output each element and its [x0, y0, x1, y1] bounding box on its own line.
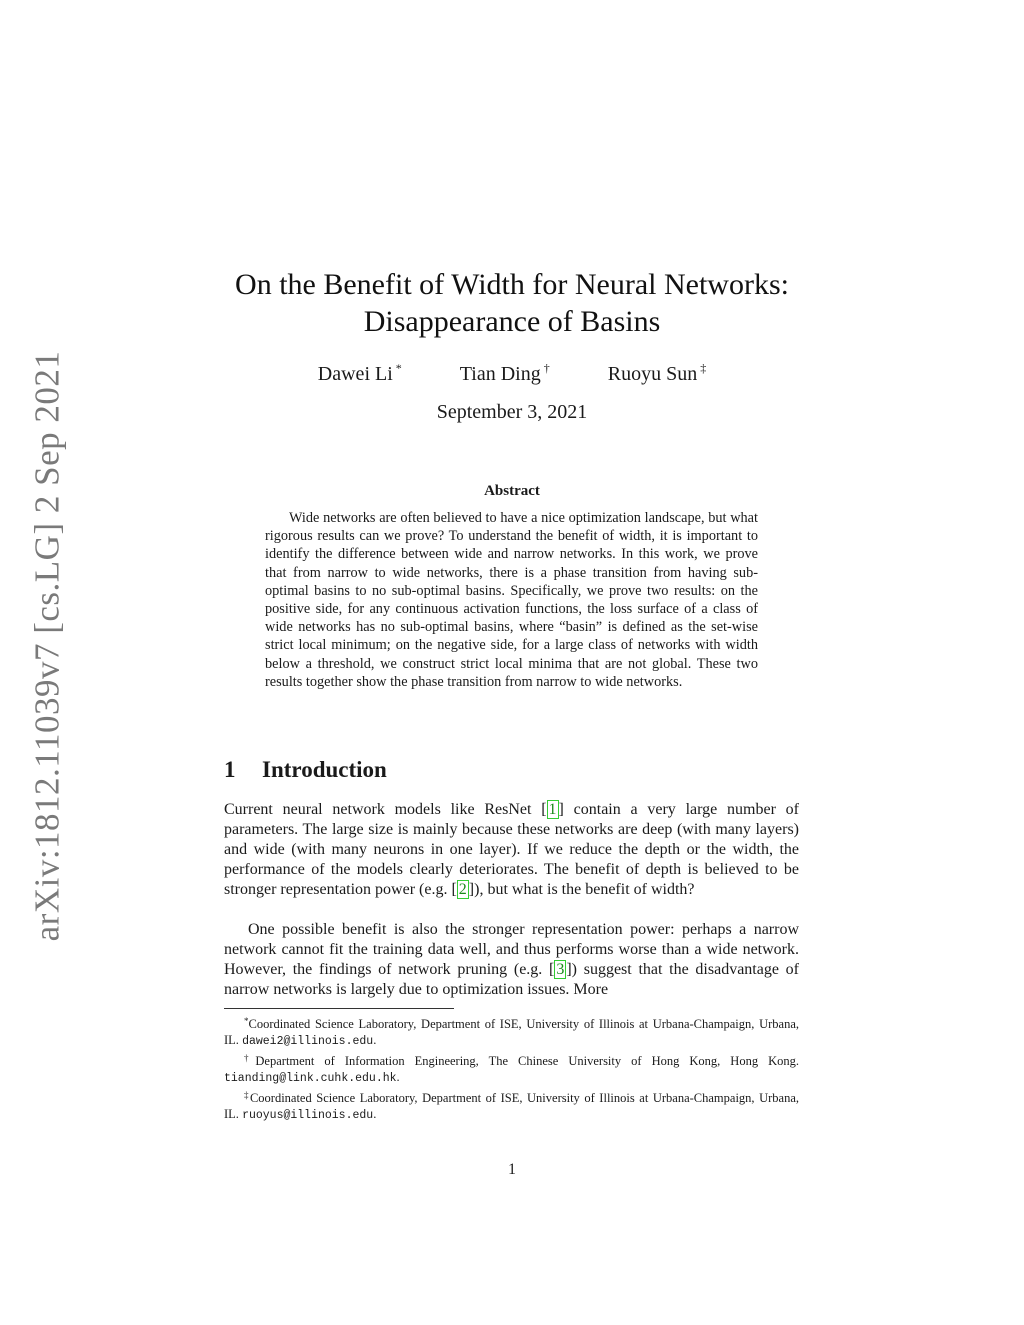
publication-date: September 3, 2021	[436, 401, 588, 423]
section-number: 1	[224, 757, 236, 782]
email-link[interactable]: tianding@link.cuhk.edu.hk	[224, 1072, 397, 1085]
author-name: Dawei Li	[317, 363, 393, 385]
author	[608, 361, 706, 386]
arxiv-id: arXiv:1812.11039v7 [cs.LG] 2 Sep 2021	[27, 350, 66, 942]
text-run: contain a very large number of parameters. The large size is mainly because these networks are deep (with many layers) and wide (with many neurons in one layer). If we reduce the depth or the width, the performance of the models clearly deteriorates. The benefit of depth is believed to be stronger representation power (e.g.	[224, 801, 800, 898]
footnote-mark: †	[244, 1053, 256, 1063]
footnote-end: .	[373, 1033, 377, 1047]
author-mark: ‡	[700, 361, 707, 375]
intro-paragraph-1: Current neural network models like ResNet [ 1 ] contain a very large number of parameters. The large size is mainly because these networks are deep (with many layers) and wide (with many neurons in one layer). If we reduce the depth or the width, the performance of the models clearly deteriorates. The benefit of depth is believed to be stronger representation power (e.g. [ 2 ]), but what is the benefit of width?	[224, 801, 800, 898]
citation-link[interactable]: 1	[548, 801, 557, 818]
citation-link[interactable]: 3	[556, 961, 565, 978]
section-title: Introduction	[262, 757, 387, 782]
footnote-text: Department of Information Engineering, The Chinese University of Hong Kong, Hong Kong.	[255, 1054, 800, 1068]
section-heading	[224, 757, 387, 783]
paper-title	[200, 266, 824, 340]
author	[460, 361, 550, 386]
author-list	[200, 361, 824, 386]
email-link[interactable]: dawei2@illinois.edu	[242, 1035, 374, 1048]
author-name: Ruoyu Sun	[607, 363, 698, 385]
footnote-text: Coordinated Science Laboratory, Department of ISE, University of Illinois at Urbana-Champaign, Urbana, IL.	[224, 1017, 799, 1047]
intro-paragraph-2: One possible benefit is also the stronger representation power: perhaps a narrow network cannot fit the training data well, and thus performs worse than a wide network. However, the findings of network pruning (e.g. [ 3 ]) suggest that the disadvantage of narrow networks is largely due to optimization issues. More	[224, 921, 800, 998]
text-run: ) suggest that the disadvantage of narrow networks is largely due to optimization issues. More	[224, 961, 800, 998]
footnote-rule	[224, 1008, 454, 1009]
author-name: Tian Ding	[459, 363, 541, 385]
footnote-end: .	[373, 1107, 377, 1121]
arxiv-stamp	[26, 350, 68, 942]
page-number: 1	[508, 1161, 516, 1178]
author-mark: †	[543, 361, 550, 375]
abstract-body: Wide networks are often believed to have a nice optimization landscape, but what rigorous results can we prove? To understand the benefit of width, it is important to identify the difference between wide and narrow networks. In this work, we prove that from narrow to wide networks, there is a phase transition from having sub-optimal basins to no sub-optimal basins. Specifically, we prove two results: on the positive side, for any continuous activation functions, the loss surface of a class of wide networks has no sub-optimal basins, where “basin” is defined as the set-wise strict local minimum; on the negative side, for a large class of networks with width below a threshold, we construct strict local minima that are not global. These two results together show the phase transition from narrow to wide networks.	[265, 510, 758, 690]
text-run: Current neural network models like ResNet	[224, 801, 542, 818]
author	[318, 361, 402, 386]
footnotes	[224, 1013, 799, 1124]
footnote-mark: ‡	[244, 1090, 250, 1100]
abstract-heading: Abstract	[484, 483, 540, 499]
footnote	[224, 1050, 799, 1087]
title-line-2: Disappearance of Basins	[363, 305, 661, 338]
footnote-mark: *	[244, 1016, 249, 1026]
text-run: One possible benefit is also the stronger representation power: perhaps a narrow network cannot fit the training data well, and thus performs worse than a wide network. However, the findings of network pruning (e.g.	[224, 921, 799, 978]
text-run: ), but what is the benefit of width?	[474, 881, 695, 898]
footnote	[224, 1087, 799, 1124]
footnote-end: .	[396, 1070, 400, 1084]
title-line-1: On the Benefit of Width for Neural Networks:	[235, 268, 789, 301]
author-mark: *	[395, 361, 402, 375]
citation-link[interactable]: 2	[458, 881, 467, 898]
email-link[interactable]: ruoyus@illinois.edu	[242, 1109, 374, 1122]
footnote-text: Coordinated Science Laboratory, Department of ISE, University of Illinois at Urbana-Champaign, Urbana, IL.	[224, 1091, 800, 1121]
footnote	[224, 1013, 799, 1050]
